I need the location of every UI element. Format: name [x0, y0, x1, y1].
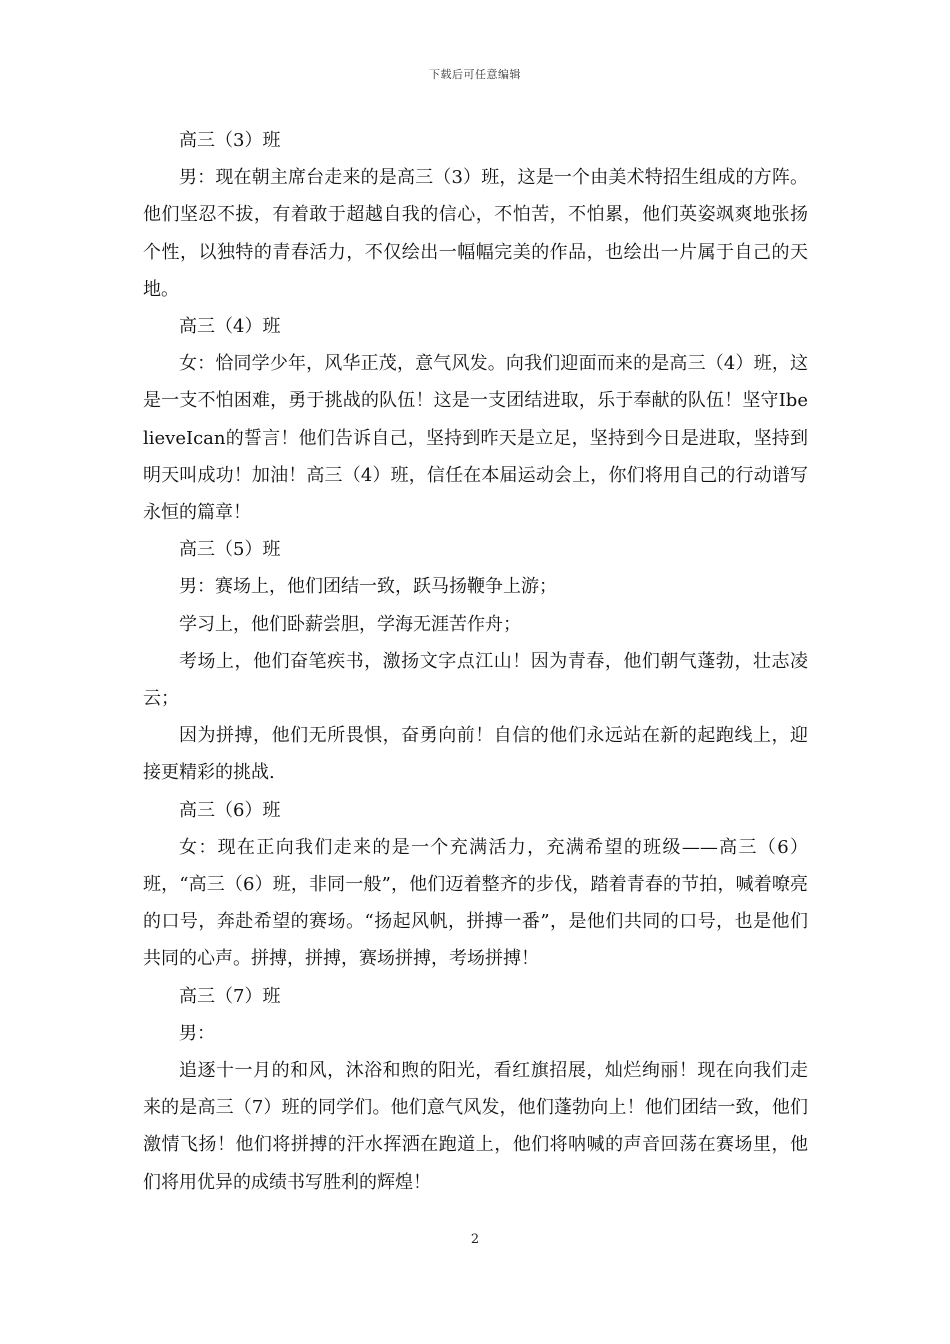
class-heading-6: 高三（6）班 [179, 799, 281, 821]
document-body [143, 122, 808, 1201]
header-note: 下载后可任意编辑 [429, 68, 521, 81]
paragraph-class-5-line-4: 因为拼搏，他们无所畏惧，奋勇向前！自信的他们永远站在新的起跑线上，迎接更精彩的挑战. [143, 725, 808, 784]
paragraph-class-6-intro: 女：现在正向我们走来的是一个充满活力，充满希望的班级——高三（6）班，“高三（6）班，非同一般”，他们迈着整齐的步伐，踏着青春的节拍，喊着嘹亮的口号，奔赴希望的赛场。“扬起风帆，拼搏一番”，是他们共同的口号，也是他们共同的心声。拼搏，拼搏，赛场拼搏，考场拼搏！ [143, 836, 808, 970]
paragraph-class-5-line-2: 学习上，他们卧薪尝胆，学海无涯苦作舟； [179, 613, 521, 635]
paragraph-class-7-intro: 追逐十一月的和风，沐浴和煦的阳光，看红旗招展，灿烂绚丽！现在向我们走来的是高三（7）班的同学们。他们意气风发，他们蓬勃向上！他们团结一致，他们激情飞扬！他们将拼搏的汗水挥洒在跑道上，他们将呐喊的声音回荡在赛场里，他们将用优异的成绩书写胜利的辉煌！ [143, 1060, 808, 1193]
class-heading-5: 高三（5）班 [179, 539, 281, 561]
paragraph-class-4-intro: 女：恰同学少年，风华正茂，意气风发。向我们迎面而来的是高三（4）班，这是一支不怕困难，勇于挑战的队伍！这是一支团结进取，乐于奉献的队伍！坚守IbelieveIcan的誓言！他们告诉自己，坚持到昨天是立足，坚持到今日是进取，坚持到明天叫成功！加油！高三（4）班，信任在本届运动会上，你们将用自己的行动谱写永恒的篇章！ [143, 353, 808, 524]
paragraph-class-5-line-1: 男：赛场上，他们团结一致，跃马扬鞭争上游； [179, 576, 557, 598]
paragraph-class-5-line-3: 考场上，他们奋笔疾书，激扬文字点江山！因为青春，他们朝气蓬勃，壮志凌云； [143, 650, 808, 710]
class-heading-3: 高三（3）班 [179, 130, 281, 151]
paragraph-class-3-intro: 男：现在朝主席台走来的是高三（3）班，这是一个由美术特招生组成的方阵。他们坚忍不拔，有着敢于超越自我的信心，不怕苦，不怕累，他们英姿飒爽地张扬个性，以独特的青春活力，不仅绘出一幅幅完美的作品，也绘出一片属于自己的天地。 [143, 167, 808, 300]
paragraph-class-7-speaker: 男： [179, 1022, 215, 1044]
page-number: 2 [470, 1232, 480, 1247]
class-heading-4: 高三（4）班 [179, 316, 281, 338]
class-heading-7: 高三（7）班 [179, 985, 281, 1007]
